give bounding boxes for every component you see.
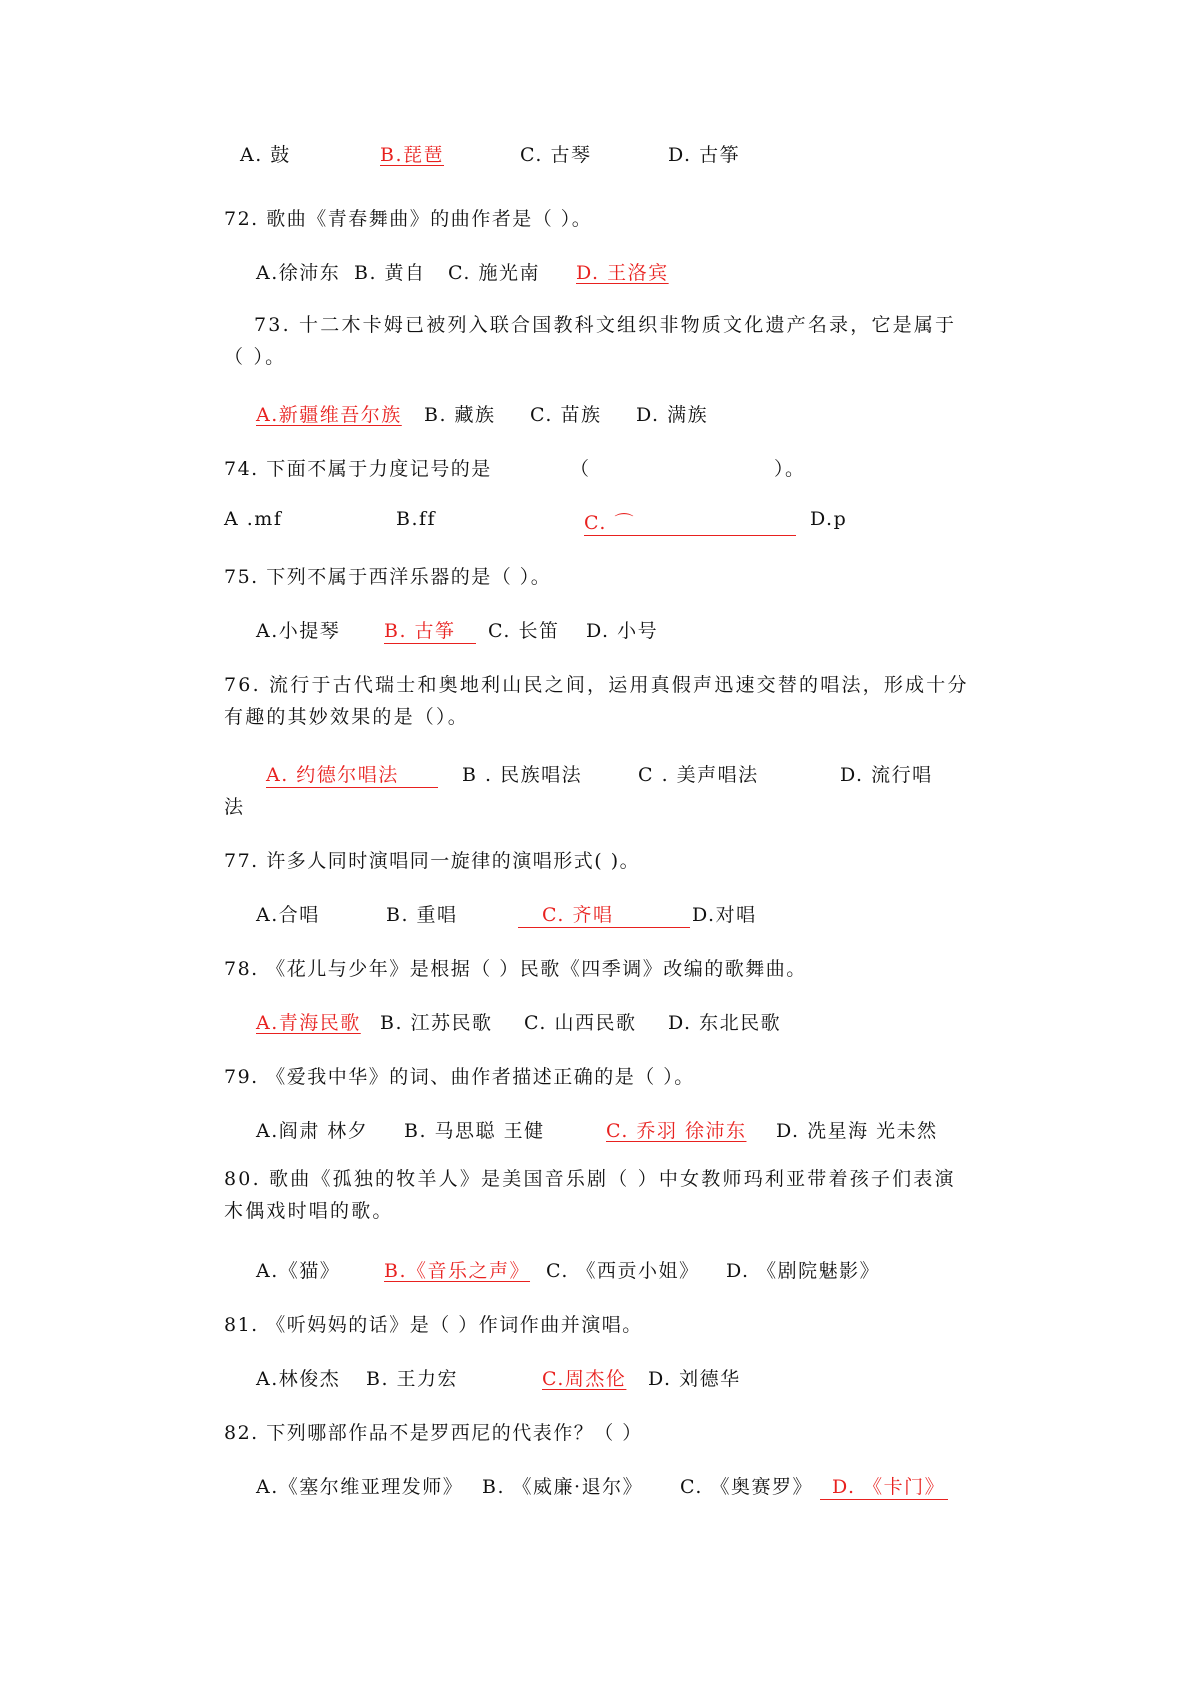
q74-paren-open: （ xyxy=(570,458,591,480)
q81-option-d: D. 刘德华 xyxy=(648,1368,741,1390)
q78-option-d: D. 东北民歌 xyxy=(668,1012,782,1034)
q82-option-a: A.《塞尔维亚理发师》 xyxy=(256,1476,464,1498)
q76-option-d: D. 流行唱 xyxy=(840,764,933,786)
question-79-stem: 79. 《爱我中华》的词、曲作者描述正确的是（ ）。 xyxy=(224,1066,695,1088)
q73-option-a-answer: A.新疆维吾尔族 xyxy=(256,404,402,426)
q76-option-a-answer: A. 约德尔唱法 xyxy=(266,760,438,788)
question-82-stem: 82. 下列哪部作品不是罗西尼的代表作？（ ） xyxy=(224,1422,643,1444)
q72-option-d-answer: D. 王洛宾 xyxy=(576,262,669,284)
q75-option-a: A.小提琴 xyxy=(256,620,341,642)
q72-option-c: C. 施光南 xyxy=(448,262,540,284)
question-73-stem: 73. 十二木卡姆已被列入联合国教科文组织非物质文化遗产名录，它是属于（ ）。 xyxy=(224,314,957,368)
q74-option-c-answer: C. ⌒ xyxy=(584,508,796,536)
question-76-stem: 76. 流行于古代瑞士和奥地利山民之间，运用真假声迅速交替的唱法，形成十分有趣的其妙效果的是（）。 xyxy=(224,674,969,728)
q79-option-c-answer: C. 乔羽 徐沛东 xyxy=(606,1120,747,1142)
question-75-stem: 75. 下列不属于西洋乐器的是（ ）。 xyxy=(224,566,552,588)
q71-option-c: C. 古琴 xyxy=(520,144,592,166)
q77-option-c-answer: C. 齐唱 xyxy=(518,900,690,928)
q74-stem: 74. 下面不属于力度记号的是 xyxy=(224,458,492,480)
q80-option-c: C. 《西贡小姐》 xyxy=(546,1260,700,1282)
q74-paren-close: ）。 xyxy=(774,458,806,480)
q73-option-d: D. 满族 xyxy=(636,404,709,426)
q78-option-a-answer: A.青海民歌 xyxy=(256,1012,361,1034)
q73-option-b: B. 藏族 xyxy=(424,404,496,426)
q71-option-d: D. 古筝 xyxy=(668,144,741,166)
question-72-stem: 72. 歌曲《青春舞曲》的曲作者是（ ）。 xyxy=(224,208,593,230)
q81-option-b: B. 王力宏 xyxy=(366,1368,459,1390)
q78-option-b: B. 江苏民歌 xyxy=(380,1012,493,1034)
q79-option-a: A.阎肃 林夕 xyxy=(256,1120,369,1142)
q81-option-c-answer: C.周杰伦 xyxy=(542,1368,627,1390)
question-81-stem: 81. 《听妈妈的话》是（ ）作词作曲并演唱。 xyxy=(224,1314,643,1336)
q82-option-c: C. 《奥赛罗》 xyxy=(680,1476,813,1498)
q73-option-c: C. 苗族 xyxy=(530,404,602,426)
q79-option-d: D. 冼星海 光未然 xyxy=(776,1120,938,1142)
q75-option-c: C. 长笛 xyxy=(488,620,560,642)
q72-option-a: A.徐沛东 xyxy=(256,262,341,284)
q76-option-d-wrap: 法 xyxy=(224,796,245,818)
q74-option-a: A .mf xyxy=(224,508,283,530)
q78-option-c: C. 山西民歌 xyxy=(524,1012,637,1034)
q71-option-b-answer: B.琵琶 xyxy=(380,144,445,166)
q76-option-c: C . 美声唱法 xyxy=(638,764,759,786)
q80-option-d: D. 《剧院魅影》 xyxy=(726,1260,881,1282)
q77-option-a: A.合唱 xyxy=(256,904,320,926)
q76-option-b: B . 民族唱法 xyxy=(462,764,583,786)
q77-option-b: B. 重唱 xyxy=(386,904,458,926)
question-78-stem: 78. 《花儿与少年》是根据（ ）民歌《四季调》改编的歌舞曲。 xyxy=(224,958,807,980)
question-80-stem: 80. 歌曲《孤独的牧羊人》是美国音乐剧（ ）中女教师玛利亚带着孩子们表演木偶戏时唱的歌。 xyxy=(224,1168,956,1222)
q71-option-a: A. 鼓 xyxy=(240,144,291,166)
q82-option-d-answer: D. 《卡门》 xyxy=(820,1472,948,1500)
q74-option-d: D.p xyxy=(810,508,848,530)
q77-option-d: D.对唱 xyxy=(692,904,757,926)
q75-option-b-answer: B. 古筝 xyxy=(384,616,476,644)
q75-option-d: D. 小号 xyxy=(586,620,659,642)
q79-option-b: B. 马思聪 王健 xyxy=(404,1120,545,1142)
q82-option-b: B. 《威廉·退尔》 xyxy=(482,1476,644,1498)
question-77-stem: 77. 许多人同时演唱同一旋律的演唱形式( )。 xyxy=(224,850,641,872)
q80-option-b-answer: B.《音乐之声》 xyxy=(384,1260,531,1282)
q81-option-a: A.林俊杰 xyxy=(256,1368,341,1390)
q72-option-b: B. 黄自 xyxy=(354,262,426,284)
q80-option-a: A.《猫》 xyxy=(256,1260,341,1282)
q74-option-b: B.ff xyxy=(396,508,437,530)
